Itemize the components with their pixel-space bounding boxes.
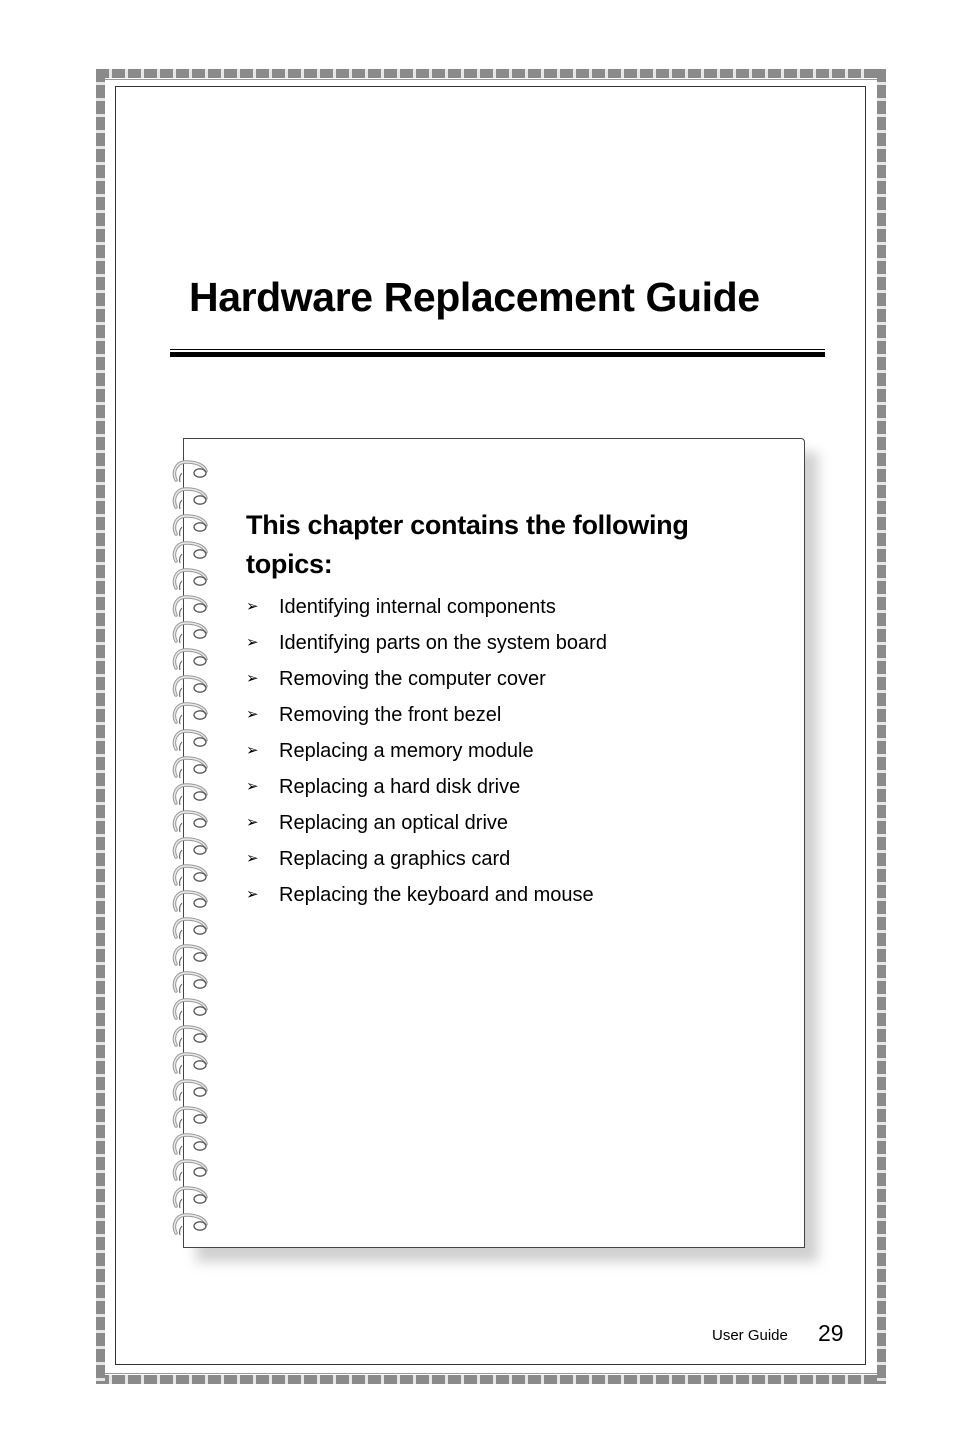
spiral-ring-icon <box>170 862 214 888</box>
topic-item <box>246 805 607 841</box>
spiral-ring-icon <box>170 996 214 1022</box>
page-number: 29 <box>818 1320 844 1346</box>
spiral-ring-icon <box>170 1104 214 1130</box>
topic-label: Replacing an optical drive <box>279 812 509 834</box>
spiral-ring-icon <box>170 512 214 538</box>
topic-label: Identifying parts on the system board <box>279 632 607 654</box>
spiral-ring-icon <box>170 593 214 619</box>
frame-bottom-border <box>96 1375 886 1384</box>
arrowhead-bullet-icon: ➢ <box>246 670 259 687</box>
spiral-ring-icon <box>170 1211 214 1237</box>
spiral-ring-icon <box>170 727 214 753</box>
topic-label: Removing the front bezel <box>279 704 502 726</box>
frame-top-border <box>96 69 886 78</box>
frame-right-border <box>877 69 886 1384</box>
spiral-ring-icon <box>170 835 214 861</box>
spiral-ring-icon <box>170 619 214 645</box>
topic-item <box>246 769 607 805</box>
topics-heading: This chapter contains the following topics: <box>246 510 689 579</box>
arrowhead-bullet-icon: ➢ <box>246 778 259 795</box>
topic-item <box>246 661 607 697</box>
topic-label: Replacing a hard disk drive <box>279 776 521 798</box>
spiral-ring-icon <box>170 942 214 968</box>
title-rule-thin <box>170 349 825 350</box>
spiral-ring-icon <box>170 1184 214 1210</box>
spiral-ring-icon <box>170 566 214 592</box>
spiral-ring-icon <box>170 1077 214 1103</box>
topic-label: Removing the computer cover <box>279 668 546 690</box>
topic-item <box>246 589 607 625</box>
topic-item <box>246 697 607 733</box>
footer-label: User Guide <box>712 1327 788 1344</box>
page-title: Hardware Replacement Guide <box>189 274 760 320</box>
spiral-ring-icon <box>170 781 214 807</box>
spiral-ring-icon <box>170 888 214 914</box>
spiral-ring-icon <box>170 808 214 834</box>
topic-label: Replacing a graphics card <box>279 848 511 870</box>
arrowhead-bullet-icon: ➢ <box>246 814 259 831</box>
topics-list <box>246 589 607 913</box>
spiral-ring-icon <box>170 485 214 511</box>
spiral-binding <box>170 458 216 1238</box>
topic-label: Replacing a memory module <box>279 740 534 762</box>
frame-left-border <box>96 69 105 1384</box>
spiral-ring-icon <box>170 673 214 699</box>
topic-label: Identifying internal components <box>279 596 556 618</box>
topic-item <box>246 877 607 913</box>
spiral-ring-icon <box>170 539 214 565</box>
arrowhead-bullet-icon: ➢ <box>246 598 259 615</box>
spiral-ring-icon <box>170 1157 214 1183</box>
spiral-ring-icon <box>170 646 214 672</box>
spiral-ring-icon <box>170 969 214 995</box>
topic-item <box>246 625 607 661</box>
topic-item <box>246 841 607 877</box>
arrowhead-bullet-icon: ➢ <box>246 886 259 903</box>
spiral-ring-icon <box>170 915 214 941</box>
spiral-ring-icon <box>170 458 214 484</box>
arrowhead-bullet-icon: ➢ <box>246 742 259 759</box>
arrowhead-bullet-icon: ➢ <box>246 706 259 723</box>
spiral-ring-icon <box>170 700 214 726</box>
arrowhead-bullet-icon: ➢ <box>246 850 259 867</box>
topic-item <box>246 733 607 769</box>
topic-label: Replacing the keyboard and mouse <box>279 884 594 906</box>
spiral-ring-icon <box>170 754 214 780</box>
arrowhead-bullet-icon: ➢ <box>246 634 259 651</box>
spiral-ring-icon <box>170 1050 214 1076</box>
spiral-ring-icon <box>170 1131 214 1157</box>
spiral-ring-icon <box>170 1023 214 1049</box>
title-rule-thick <box>170 352 825 357</box>
